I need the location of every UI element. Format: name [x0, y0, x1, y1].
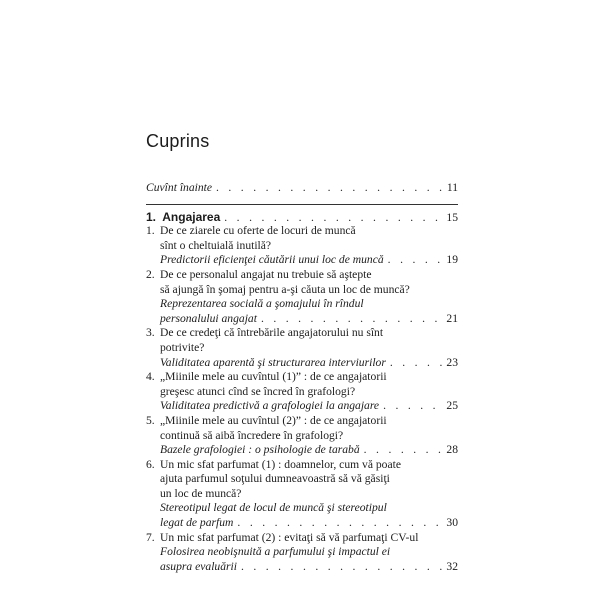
item-subtitle: Validitatea aparentă şi structurarea interviurilor	[160, 355, 386, 369]
item-question-cont: potrivite?	[160, 340, 205, 354]
item-number: 2.	[146, 267, 155, 281]
toc-chapter-1	[146, 210, 458, 225]
item-subtitle: Stereotipul legat de locul de muncă şi stereotipul	[160, 501, 387, 515]
item-question: De ce credeţi că întrebările angajatorului nu sînt	[160, 326, 384, 340]
toc-page-number: 15	[446, 210, 458, 224]
toc-item	[146, 224, 458, 268]
dot-leader	[390, 356, 443, 371]
item-subtitle-cont: personalului angajat	[160, 311, 257, 325]
toc-page-number: 28	[446, 443, 458, 457]
item-question-cont: să ajungă în şomaj pentru a-şi căuta un loc de muncă?	[160, 282, 410, 296]
dot-leader	[261, 312, 442, 327]
chapter-number: 1.	[146, 209, 157, 224]
dot-leader	[383, 399, 442, 414]
toc-item	[146, 326, 458, 370]
chapter-title: Angajarea	[162, 209, 221, 224]
item-question: Un mic sfat parfumat (1) : doamnelor, cum vă poate	[160, 457, 401, 471]
item-number: 5.	[146, 413, 155, 427]
item-subtitle-cont: asupra evaluării	[160, 559, 237, 573]
dot-leader	[388, 253, 443, 268]
toc-item	[146, 268, 458, 326]
item-subtitle: Bazele grafologiei : o psihologie de tarabă	[160, 443, 360, 457]
toc-item	[146, 414, 458, 458]
item-question: De ce ziarele cu oferte de locuri de muncă	[160, 224, 356, 238]
table-of-contents	[146, 181, 458, 574]
item-subtitle: Predictorii eficienţei căutării unui loc de muncă	[160, 253, 384, 267]
item-question-cont: ajuta parfumul soţului dumneavoastră să vă găsiţi	[160, 472, 390, 486]
toc-page-number: 23	[446, 355, 458, 369]
item-question-cont: sînt o cheltuială inutilă?	[160, 238, 272, 252]
item-number: 7.	[146, 530, 155, 544]
item-subtitle: Reprezentarea socială a şomajului în rîndul	[160, 297, 364, 311]
toc-entry-title: Cuvînt înainte	[146, 181, 213, 194]
dot-leader	[241, 560, 442, 575]
item-question-cont: un loc de muncă?	[160, 486, 242, 500]
item-number: 4.	[146, 370, 155, 384]
toc-page-number: 25	[446, 399, 458, 413]
toc-page-number: 21	[446, 311, 458, 325]
item-question-cont: continuă să aibă încredere în grafologi?	[160, 428, 344, 442]
item-question: Un mic sfat parfumat (2) : evitaţi să vă parfumaţi CV-ul	[160, 530, 419, 544]
page-title: Cuprins	[146, 131, 210, 151]
item-subtitle-cont: legat de parfum	[160, 516, 234, 530]
chapter-heading	[146, 210, 220, 225]
toc-item	[146, 370, 458, 414]
toc-page-number: 32	[446, 559, 458, 573]
dot-leader	[364, 443, 443, 458]
toc-entry-preface	[146, 181, 458, 196]
toc-item	[146, 458, 458, 531]
item-question: „Miinile mele au cuvîntul (2)” : de ce angajatorii	[160, 413, 387, 427]
toc-item	[146, 531, 458, 575]
dot-leader	[237, 516, 442, 531]
item-number: 3.	[146, 326, 155, 340]
item-number: 1.	[146, 224, 155, 238]
item-subtitle: Folosirea neobişnuită a parfumului şi impactul ei	[160, 545, 391, 559]
dot-leader	[216, 181, 443, 196]
toc-page-number: 11	[446, 181, 458, 194]
separator-rule	[146, 204, 458, 205]
item-number: 6.	[146, 457, 155, 471]
item-question: „Miinile mele au cuvîntul (1)” : de ce angajatorii	[160, 370, 387, 384]
dot-leader	[224, 211, 442, 226]
toc-page-number: 19	[446, 253, 458, 267]
item-question: De ce personalul angajat nu trebuie să aştepte	[160, 267, 372, 281]
toc-page-number: 30	[446, 516, 458, 530]
item-subtitle: Validitatea predictivă a grafologiei la angajare	[160, 399, 380, 413]
item-question-cont: greşesc atunci cînd se încred în grafologi?	[160, 384, 356, 398]
